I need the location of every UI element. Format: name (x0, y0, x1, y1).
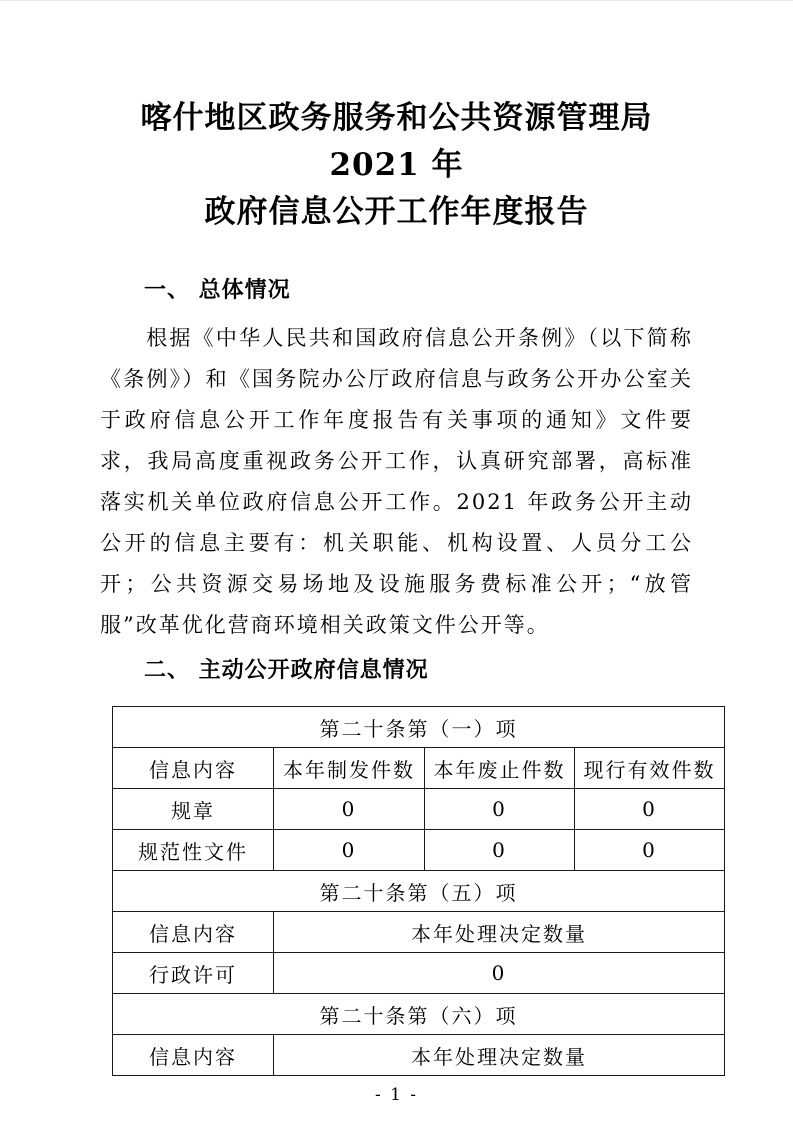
cell-value: 0 (425, 789, 575, 830)
table-row (113, 871, 725, 912)
cell-value: 0 (575, 789, 725, 830)
page-number: - 1 - (374, 1085, 419, 1105)
table-row (113, 953, 725, 994)
cell-value: 0 (274, 830, 425, 871)
table-section-header-item5: 第二十条第（五）项 (113, 871, 725, 912)
column-header-issued: 本年制发件数 (274, 748, 425, 789)
table-row (113, 748, 725, 789)
document-title (100, 1, 693, 236)
cell-value: 0 (575, 830, 725, 871)
table-section-header-item1: 第二十条第（一）项 (113, 707, 725, 748)
row-label-normative-documents: 规范性文件 (113, 830, 274, 871)
document-title-line-2: 政府信息公开工作年度报告 (204, 194, 589, 230)
table-row (113, 994, 725, 1035)
row-label-administrative-license: 行政许可 (113, 953, 274, 994)
cell-value: 0 (274, 789, 425, 830)
cell-value: 0 (274, 953, 725, 994)
row-label-regulations: 规章 (113, 789, 274, 830)
disclosure-table (112, 706, 725, 1076)
column-header-info-content: 信息内容 (113, 1035, 274, 1076)
table-row (113, 789, 725, 830)
column-header-decisions: 本年处理决定数量 (274, 1035, 725, 1076)
cell-value: 0 (425, 830, 575, 871)
column-header-info-content: 信息内容 (113, 748, 274, 789)
column-header-decisions: 本年处理决定数量 (274, 912, 725, 953)
document-title-line-1: 喀什地区政务服务和公共资源管理局 2021 年 (140, 100, 653, 183)
table-row (113, 830, 725, 871)
column-header-effective: 现行有效件数 (575, 748, 725, 789)
overview-paragraph: 根据《中华人民共和国政府信息公开条例》（以下简称《条例》）和《国务院办公厅政府信息与政务公开办公室关于政府信息公开工作年度报告有关事项的通知》文件要求，我局高度重视政务公开工作，认真研究部署，高标准落实机关单位政府信息公开工作。2021 年政务公开主动公开的信息主要有：机关职能、机构设置、人员分工公开；公共资源交易场地及设施服务费标准公开；“放管服”改革优化营商环境相关政策文件公开等。 (100, 326, 693, 637)
table-row (113, 912, 725, 953)
table-row (113, 707, 725, 748)
column-header-abolished: 本年废止件数 (425, 748, 575, 789)
section-heading-overview: 一、 总体情况 (144, 278, 291, 303)
section-heading-disclosure: 二、 主动公开政府信息情况 (144, 658, 429, 683)
table-section-header-item6: 第二十条第（六）项 (113, 994, 725, 1035)
column-header-info-content: 信息内容 (113, 912, 274, 953)
table-row (113, 1035, 725, 1076)
